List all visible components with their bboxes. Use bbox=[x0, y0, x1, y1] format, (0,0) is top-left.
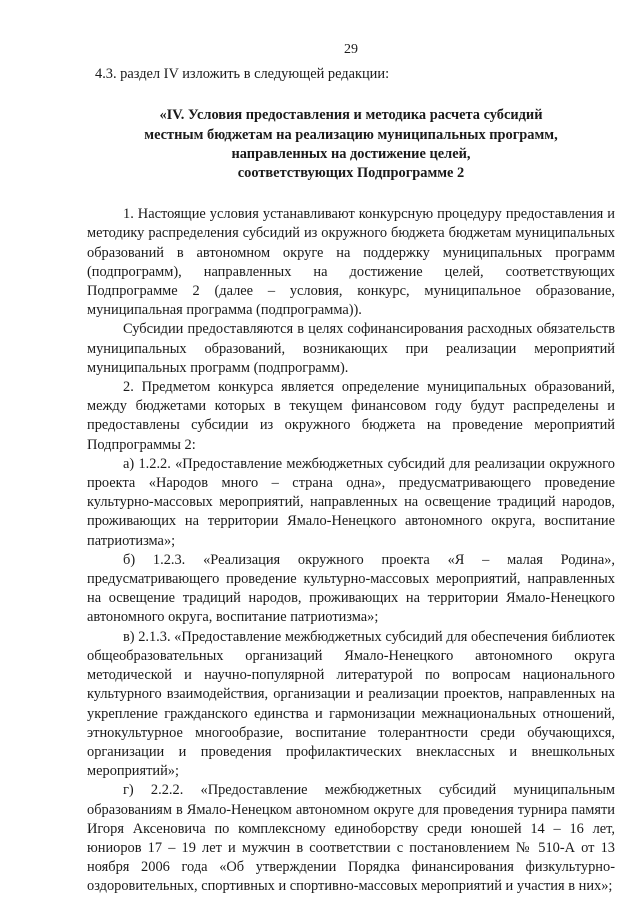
section-heading bbox=[87, 106, 615, 183]
list-item-v: в) 2.1.3. «Предоставление межбюджетных субсидий для обеспечения библиотек общеобразовательных организаций Ямало-Ненецкого автономного округа методической и научно-популярной литературой по вопросам национального культурного взаимодействия, организации и реализации проектов, направленных на укрепление гражданского единства и гармонизации межнациональных отношений, этнокультурное многообразие, воспитание толерантности среди обучающихся, организации и проведения профилактических внеклассных и внешкольных мероприятий»; bbox=[87, 628, 615, 780]
paragraph-subsidy-purpose: Субсидии предоставляются в целях софинансирования расходных обязательств муниципальных образований, возникающих при реализации мероприятий муниципальных программ (подпрограмм). bbox=[87, 321, 615, 376]
paragraph-conditions: 1. Настоящие условия устанавливают конкурсную процедуру предоставления и методику распределения субсидий из окружного бюджета бюджетам муниципальных образований в автономном округе на поддержку муниципальных программ (подпрограмм), направленных на достижение целей, соответствующих Подпрограмме 2 (далее – условия, конкурс, муниципальное образование, муниципальная программа (подпрограмма)). bbox=[87, 206, 615, 319]
document-page bbox=[87, 40, 615, 897]
list-item-g: г) 2.2.2. «Предоставление межбюджетных субсидий муниципальным образованиям в Ямало-Ненецком автономном округе для проведения турнира памяти Игоря Аксеновича по комплексному единоборству среди юношей 14 – 16 лет, юниоров 17 – 19 лет и мужчин в соответствии с постановлением № 510-А от 13 ноября 2006 года «Об утверждении Порядка финансирования физкультурно-оздоровительных, спортивных и спортивно-массовых мероприятий и участия в них»; bbox=[87, 782, 615, 895]
section-heading-line: местным бюджетам на реализацию муниципальных программ, bbox=[144, 126, 558, 143]
paragraph-competition-subject: 2. Предметом конкурса является определение муниципальных образований, между бюджетами которых в текущем финансовом году будут распределены и предоставлены субсидии из окружного бюджета на проведение мероприятий Подпрограммы 2: bbox=[87, 379, 615, 453]
page-number: 29 bbox=[344, 42, 358, 57]
list-item-a: а) 1.2.2. «Предоставление межбюджетных субсидий для реализации окружного проекта «Народов много – страна одна», предусматривающего проведение культурно-массовых мероприятий, направленных на освещение традиций народов, проживающих на территории Ямало-Ненецкого автономного округа, воспитание патриотизма»; bbox=[87, 455, 615, 549]
section-heading-line: соответствующих Подпрограмме 2 bbox=[237, 165, 465, 182]
list-item-b: б) 1.2.3. «Реализация окружного проекта «Я – малая Родина», предусматривающего проведение культурно-массовых мероприятий, направленных на освещение традиций народов, проживающих на территории Ямало-Ненецкого автономного округа, воспитание патриотизма»; bbox=[87, 551, 615, 626]
section-heading-line: направленных на достижение целей, bbox=[231, 145, 471, 162]
amendment-intro: 4.3. раздел IV изложить в следующей редакции: bbox=[95, 66, 390, 83]
section-body bbox=[87, 205, 615, 896]
section-heading-line: «IV. Условия предоставления и методика расчета субсидий bbox=[159, 107, 543, 124]
